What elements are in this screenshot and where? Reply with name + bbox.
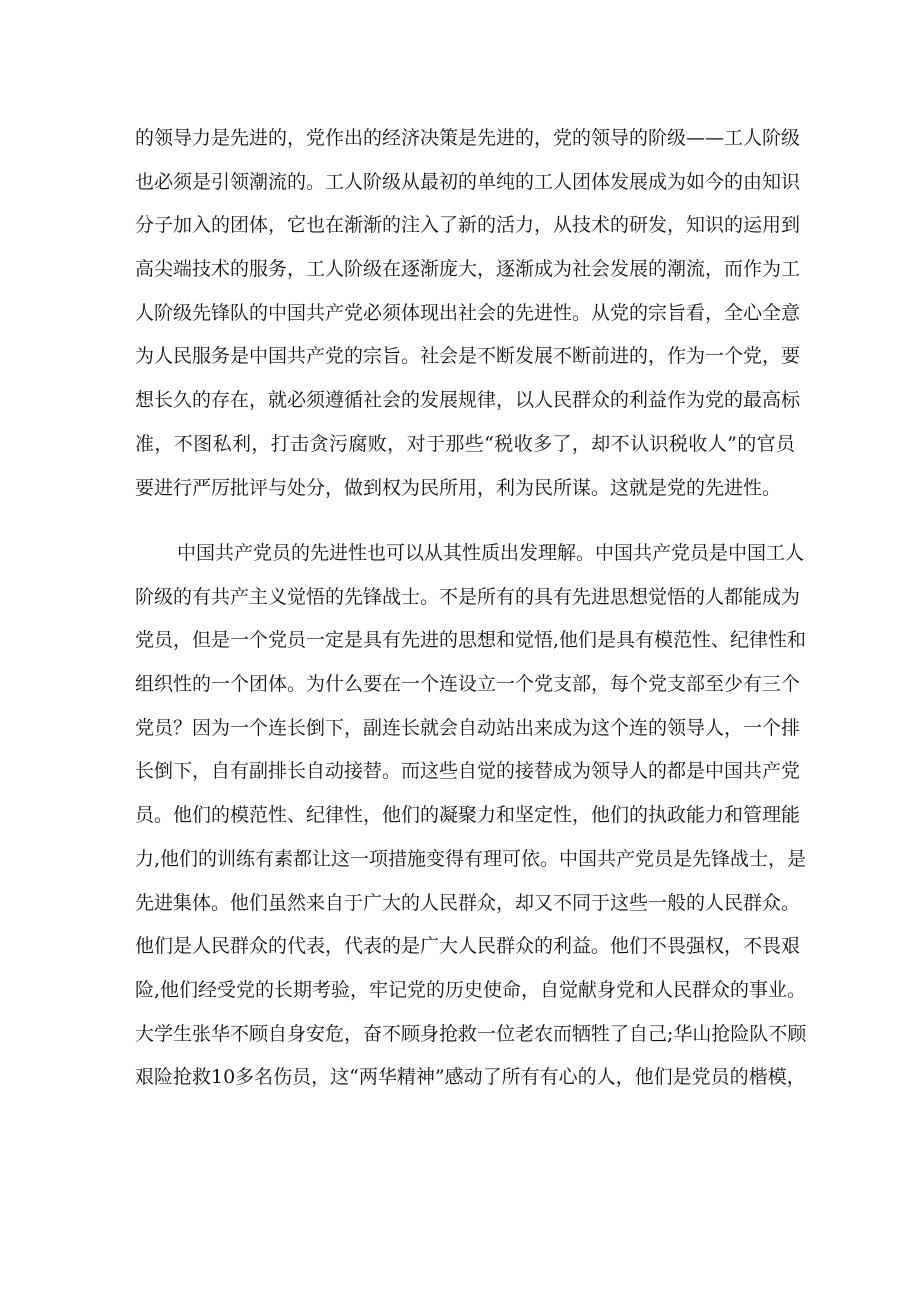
paragraph-line: 要进行严厉批评与处分，做到权为民所用，利为民所谋。这就是党的先进性。	[135, 476, 782, 499]
paragraph-2	[135, 532, 807, 1100]
paragraph-line: 艰险抢救10多名伤员，这“两华精神”感动了所有有心的人，他们是党员的楷模，	[135, 1066, 806, 1089]
paragraph-line: 也必须是引领潮流的。工人阶级从最初的单纯的工人团体发展成为如今的由知识	[135, 170, 801, 193]
paragraph-line: 组织性的一个团体。为什么要在一个连设立一个党支部，每个党支部至少有三个	[135, 673, 801, 696]
paragraph-line: 分子加入的团体，它也在渐渐的注入了新的活力，从技术的研发，知识的运用到	[135, 214, 801, 237]
paragraph-line: 阶级的有共产主义觉悟的先锋战士。不是所有的具有先进思想觉悟的人都能成为	[135, 585, 801, 608]
paragraph-line: 想长久的存在，就必须遵循社会的发展规律，以人民群众的利益作为党的最高标	[135, 389, 801, 412]
paragraph-line: 中国共产党员的先进性也可以从其性质出发理解。中国共产党员是中国工人	[177, 542, 805, 564]
paragraph-line: 员。他们的模范性、纪律性，他们的凝聚力和坚定性，他们的执政能力和管理能	[135, 804, 801, 827]
paragraph-line: 险,他们经受党的长期考验，牢记党的历史使命，自觉献身党和人民群众的事业。	[135, 978, 807, 1001]
paragraph-line: 高尖端技术的服务，工人阶级在逐渐庞大，逐渐成为社会发展的潮流，而作为工	[135, 258, 801, 281]
paragraph-line: 党员？因为一个连长倒下，副连长就会自动站出来成为这个连的领导人，一个排	[135, 716, 801, 739]
paragraph-line: 党员，但是一个党员一定是具有先进的思想和觉悟,他们是具有模范性、纪律性和	[135, 629, 807, 652]
paragraph-line: 大学生张华不顾自身安危，奋不顾身抢救一位老农而牺牲了自己;华山抢险队不顾	[135, 1022, 807, 1045]
paragraph-line: 为人民服务是中国共产党的宗旨。社会是不断发展不断前进的，作为一个党，要	[135, 345, 801, 368]
paragraph-line: 先进集体。他们虽然来自于广大的人民群众，却又不同于这些一般的人民群众。	[135, 891, 801, 914]
paragraph-line: 准，不图私利，打击贪污腐败，对于那些“税收多了，却不认识税收人”的官员	[135, 432, 795, 455]
paragraph-line: 长倒下，自有副排长自动接替。而这些自觉的接替成为领导人的都是中国共产党	[135, 760, 801, 783]
paragraph-line: 力,他们的训练有素都让这一项措施变得有理可依。中国共产党员是先锋战士，是	[135, 847, 807, 870]
paragraph-1	[135, 117, 801, 510]
paragraph-line: 人阶级先锋队的中国共产党必须体现出社会的先进性。从党的宗旨看，全心全意	[135, 301, 801, 324]
paragraph-line: 的领导力是先进的，党作出的经济决策是先进的，党的领导的阶级——工人阶级	[135, 127, 801, 149]
paragraph-line: 他们是人民群众的代表，代表的是广大人民群众的利益。他们不畏强权，不畏艰	[135, 935, 801, 958]
